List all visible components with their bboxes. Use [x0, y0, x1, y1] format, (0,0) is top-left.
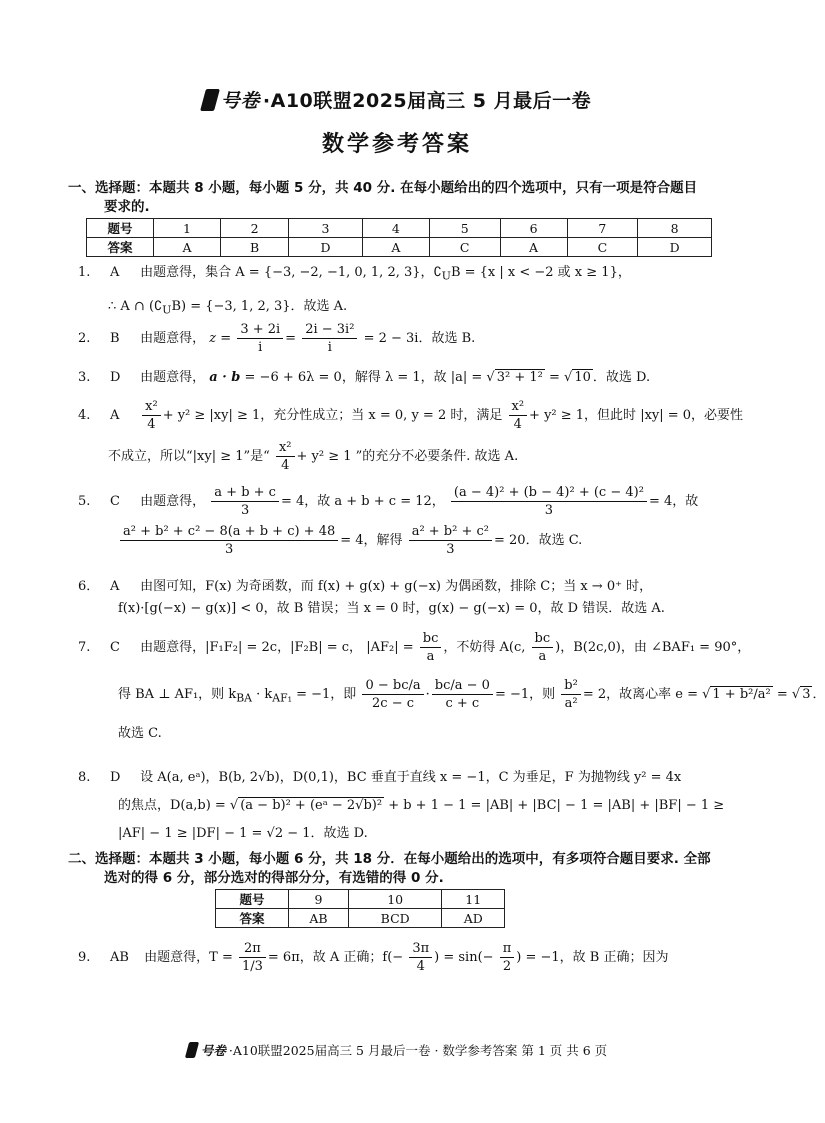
solution-text: 不成立，所以“|xy| ≥ 1”是“ — [108, 449, 270, 464]
numerator: (a − 4)² + (b − 4)² + (c − 4)² — [451, 484, 647, 502]
denominator: 3 — [446, 542, 455, 557]
fraction — [432, 677, 493, 712]
question-1 — [78, 263, 631, 320]
solution-text: f(x)·[g(−x) − g(x)] < 0，故 B 错误；当 x = 0 时，g(x) − g(−x) = 0，故 D 错误．故选 A. — [118, 601, 665, 616]
solution-text: 由题意得， — [140, 494, 206, 509]
fraction — [500, 940, 515, 975]
solution-text: 得 BA ⊥ AF₁，则 k — [118, 687, 237, 702]
numerator: a² + b² + c² — [409, 523, 492, 541]
solution-text: ∴ A ∩ (∁ — [108, 298, 163, 314]
fraction — [142, 398, 161, 433]
answer-key: AB — [110, 950, 129, 965]
table-cell: A — [500, 238, 567, 257]
fraction — [532, 630, 554, 665]
solution-text: = 2 − 3i．故选 B. — [363, 331, 476, 346]
question-8: 8. D 设 A(a, eᵃ)，B(b, 2√b)，D(0,1)，BC 垂直于直线 x = −1，C 为垂足，F 为抛物线 y² = 4x 的焦点，D(a,b) = √ (a − b)² + (eᵃ − 2√b)² + b + 1 − 1 = |AB| + |BC| − 1 = |AB| + |BF| − 1 ≥ |AF| − 1 ≥ |DF| − 1 = √2 − 1．故选 D. — [78, 770, 725, 841]
brand-logo-icon — [200, 89, 220, 111]
numerator: b² — [561, 677, 581, 695]
radicand: 3² + 1² — [496, 370, 543, 385]
solution-text: 由题意得，集合 A = {−3, −2, −1, 0, 1, 2, 3}，∁ — [140, 265, 442, 280]
solution-text: 由题意得，T = — [144, 950, 233, 965]
table-cell: D — [289, 238, 363, 257]
solution-text: |AF₂| = — [366, 640, 414, 655]
fraction — [409, 523, 492, 558]
solution-text: · k — [256, 687, 273, 702]
radicand: 1 + b²/a² — [712, 687, 771, 702]
vector-product: a · b — [209, 370, 241, 385]
denominator: 4 — [513, 417, 522, 432]
table-cell: D — [638, 238, 712, 257]
question-6 — [78, 577, 665, 619]
section1-heading-line2: 要求的. — [104, 199, 150, 215]
subscript: U — [441, 269, 451, 283]
section2-answer-table — [215, 889, 505, 928]
section1-answer-table — [86, 218, 712, 257]
brand-logo-icon — [185, 1042, 199, 1058]
table-cell: B — [221, 238, 289, 257]
numerator: 3 + 2i — [237, 321, 283, 339]
table-cell: A — [154, 238, 221, 257]
solution-text: ．故选 D. — [592, 370, 651, 385]
section1-heading-line1: 一、选择题：本题共 8 小题，每小题 5 分，共 40 分. 在每小题给出的四个选项中，只有一项是符合题目 — [68, 180, 698, 196]
section2-heading — [68, 850, 748, 888]
solution-text: = −6 + 6λ = 0，解得 λ = 1，故 |a| = — [244, 370, 483, 385]
radicand: 10 — [574, 370, 591, 385]
table-header-cell: 题号 — [87, 219, 154, 238]
solution-text: + y² ≥ |xy| ≥ 1，充分性成立；当 x = 0, y = 2 时，满足 — [162, 408, 503, 423]
fraction — [409, 940, 432, 975]
solution-text: 由图可知，F(x) 为奇函数，而 f(x) + g(x) + g(−x) 为偶函数，排除 C；当 x → 0⁺ 时， — [140, 579, 653, 594]
table-cell: BCD — [348, 909, 442, 928]
question-5 — [78, 484, 698, 558]
table-cell: AD — [442, 909, 505, 928]
solution-text: ) = −1，故 B 正确；因为 — [516, 950, 669, 965]
denominator: 2c − c — [372, 696, 415, 711]
answer-key: C — [110, 640, 120, 655]
solution-text: = 4，故 — [648, 494, 699, 509]
brand-name: 号卷 — [220, 90, 260, 112]
solution-text: B = {x | x < −2 或 x ≥ 1}， — [450, 265, 631, 280]
numerator: π — [500, 940, 515, 958]
question-number: 1. — [78, 265, 91, 280]
table-row-numbers — [87, 219, 712, 238]
denominator: a — [426, 649, 435, 664]
solution-text: ) = sin(− — [434, 950, 494, 965]
denominator: 3 — [544, 503, 554, 518]
denominator: 1/3 — [241, 959, 263, 974]
answer-key: D — [110, 770, 121, 785]
subscript: U — [162, 303, 172, 317]
table-cell: 8 — [638, 219, 712, 238]
solution-text: + y² ≥ 1 ”的充分不必要条件. 故选 A. — [296, 449, 519, 464]
table-cell: 4 — [362, 219, 429, 238]
denominator: 3 — [240, 503, 250, 518]
numerator: 2π — [239, 940, 266, 958]
table-cell: 3 — [289, 219, 363, 238]
solution-text: = 6π，故 A 正确；f(− — [267, 950, 404, 965]
solution-text: ，不妨得 A(c, — [443, 640, 526, 655]
denominator: 4 — [416, 959, 425, 974]
question-number: 8. — [78, 770, 91, 785]
question-number: 7. — [78, 640, 91, 655]
solution-text: ． — [812, 687, 825, 702]
math-text: z = — [209, 331, 232, 346]
section1-heading — [68, 179, 748, 217]
answer-key: B — [110, 331, 120, 346]
denominator: a — [538, 649, 547, 664]
table-cell: C — [429, 238, 500, 257]
fraction — [239, 940, 266, 975]
solution-text: 由题意得， — [140, 331, 206, 346]
document-title — [0, 86, 794, 113]
page-footer — [0, 1041, 794, 1059]
solution-text: = −1，则 — [494, 687, 556, 702]
solution-text: = 20．故选 C. — [494, 533, 583, 548]
fraction — [276, 439, 295, 474]
footer-text: ·A10联盟2025届高三 5 月最后一卷 · 数学参考答案 第 1 页 共 6 页 — [228, 1043, 608, 1058]
question-3: 3. D 由题意得， a · b = −6 + 6λ = 0，解得 λ = 1，故 |a| = √ 3² + 1² = √ 10 ．故选 D. — [78, 368, 650, 388]
table-row-answers — [87, 238, 712, 257]
section2-heading-line2: 选对的得 6 分，部分选对的得部分分，有选错的得 0 分. — [104, 870, 444, 886]
numerator: x² — [276, 439, 295, 457]
solution-text: 故选 C. — [118, 726, 162, 741]
table-header-cell: 答案 — [87, 238, 154, 257]
fraction — [561, 677, 581, 712]
numerator: a + b + c — [211, 484, 279, 502]
denominator: 4 — [281, 458, 290, 473]
title-text: ·A10联盟2025届高三 5 月最后一卷 — [262, 90, 592, 112]
denominator: a² — [564, 696, 578, 711]
numerator: bc — [420, 630, 442, 648]
document-subtitle: 数学参考答案 — [321, 132, 472, 157]
table-cell: 1 — [154, 219, 221, 238]
answer-key: D — [110, 370, 121, 385]
solution-text: 设 A(a, eᵃ)，B(b, 2√b)，D(0,1)，BC 垂直于直线 x = −1，C 为垂足，F 为抛物线 y² = 4x — [140, 770, 682, 785]
question-4 — [78, 398, 743, 474]
denominator: 2 — [502, 959, 512, 974]
solution-text: + b + 1 − 1 = |AB| + |BC| − 1 = |AB| + |BF| − 1 ≥ — [388, 798, 725, 813]
denominator: 3 — [224, 542, 234, 557]
solution-text: · — [425, 687, 430, 702]
table-cell: 2 — [221, 219, 289, 238]
table-header-cell: 题号 — [216, 890, 289, 909]
footer-brand: 号卷 — [200, 1043, 226, 1058]
question-7: 7. C 由题意得，|F₁F₂| = 2c，|F₂B| = c， |AF₂| = $\frac{bc}{a}$ ，不妨得 A(c, $\frac{bc}{a}$ )，B(2c,0)，由 ∠BAF₁ = 90°， 得 BA ⊥ AF₁，则 $k_{BA} \cdot k_{AF_1} = -1$，即 $\frac{0 - bc/a}{2c - c}$ · $\frac{bc/a - 0}{c + c}$ = −1，则 $\frac{\text{b²}}{\text{a²}}$ = 2，故离心率 e = √ 1 + b²/a² = √ 3 ． 故选 C. — [78, 631, 825, 741]
answer-key: A — [110, 265, 120, 280]
section2-heading-line1: 二、选择题：本题共 3 小题，每小题 6 分，共 18 分．在每小题给出的选项中，有多项符合题目要求. 全部 — [68, 851, 711, 867]
solution-text: = — [776, 687, 788, 702]
numerator: x² — [142, 398, 161, 416]
table-cell: A — [362, 238, 429, 257]
answer-key: A — [110, 579, 120, 594]
question-number: 6． — [78, 579, 100, 594]
table-cell: 10 — [348, 890, 442, 909]
numerator: 0 − bc/a — [362, 677, 423, 695]
numerator: a² + b² + c² − 8(a + b + c) + 48 — [120, 523, 338, 541]
numerator: x² — [509, 398, 528, 416]
fraction — [362, 677, 423, 712]
table-cell: C — [567, 238, 638, 257]
question-number: 2. — [78, 331, 91, 346]
question-number: 4. — [78, 408, 91, 423]
fraction — [509, 398, 528, 433]
solution-text: = — [548, 370, 560, 385]
table-cell: 11 — [442, 890, 505, 909]
table-cell: 5 — [429, 219, 500, 238]
radicand: 3 — [802, 687, 811, 702]
solution-text: + y² ≥ 1，但此时 |xy| = 0，必要性 — [529, 408, 744, 423]
table-row-numbers — [216, 890, 505, 909]
numerator: bc/a − 0 — [432, 677, 493, 695]
fraction — [237, 321, 283, 356]
table-header-cell: 答案 — [216, 909, 289, 928]
solution-text: 由题意得， — [140, 370, 206, 385]
solution-text: )，B(2c,0)，由 ∠BAF₁ = 90°， — [555, 640, 751, 655]
fraction — [211, 484, 279, 519]
solution-text: 的焦点，D(a,b) = — [118, 798, 226, 813]
table-cell: AB — [289, 909, 349, 928]
numerator: 2i − 3i² — [302, 321, 357, 339]
denominator: i — [327, 340, 332, 355]
question-9 — [78, 940, 668, 975]
answer-key: C — [110, 494, 120, 509]
subscript: BA — [236, 691, 252, 705]
question-2: 2. B 由题意得， z = $\frac{3 + 2i}{i}$ = $\frac{\text{2i − 3i²}}{i}$ = 2 − 3i．故选 B. — [78, 322, 476, 355]
subscript: AF₁ — [272, 691, 292, 705]
radicand: (a − b)² + (eᵃ − 2√b)² — [240, 798, 383, 813]
solution-text: = 2，故离心率 e = — [582, 687, 698, 702]
answer-key: A — [110, 408, 120, 423]
numerator: 3π — [409, 940, 432, 958]
fraction — [451, 484, 647, 519]
fraction — [120, 523, 338, 558]
denominator: 4 — [147, 417, 156, 432]
table-row-answers — [216, 909, 505, 928]
solution-text: |AF| − 1 ≥ |DF| − 1 = √2 − 1．故选 D. — [118, 826, 368, 841]
solution-text: B) = {−3, 1, 2, 3}．故选 A. — [171, 298, 348, 314]
fraction — [302, 321, 357, 356]
question-number: 3. — [78, 370, 91, 385]
denominator: c + c — [445, 696, 480, 711]
table-cell: 7 — [567, 219, 638, 238]
fraction — [420, 630, 442, 665]
table-cell: 9 — [289, 890, 349, 909]
solution-text: = 4，解得 — [340, 533, 403, 548]
denominator: i — [258, 340, 263, 355]
numerator: bc — [532, 630, 554, 648]
solution-text: = 4，故 a + b + c = 12， — [280, 494, 445, 509]
question-number: 5. — [78, 494, 91, 509]
solution-text: 由题意得，|F₁F₂| = 2c，|F₂B| = c， — [140, 640, 363, 655]
solution-text: = −1，即 — [296, 687, 357, 702]
table-cell: 6 — [500, 219, 567, 238]
question-number: 9. — [78, 950, 91, 965]
